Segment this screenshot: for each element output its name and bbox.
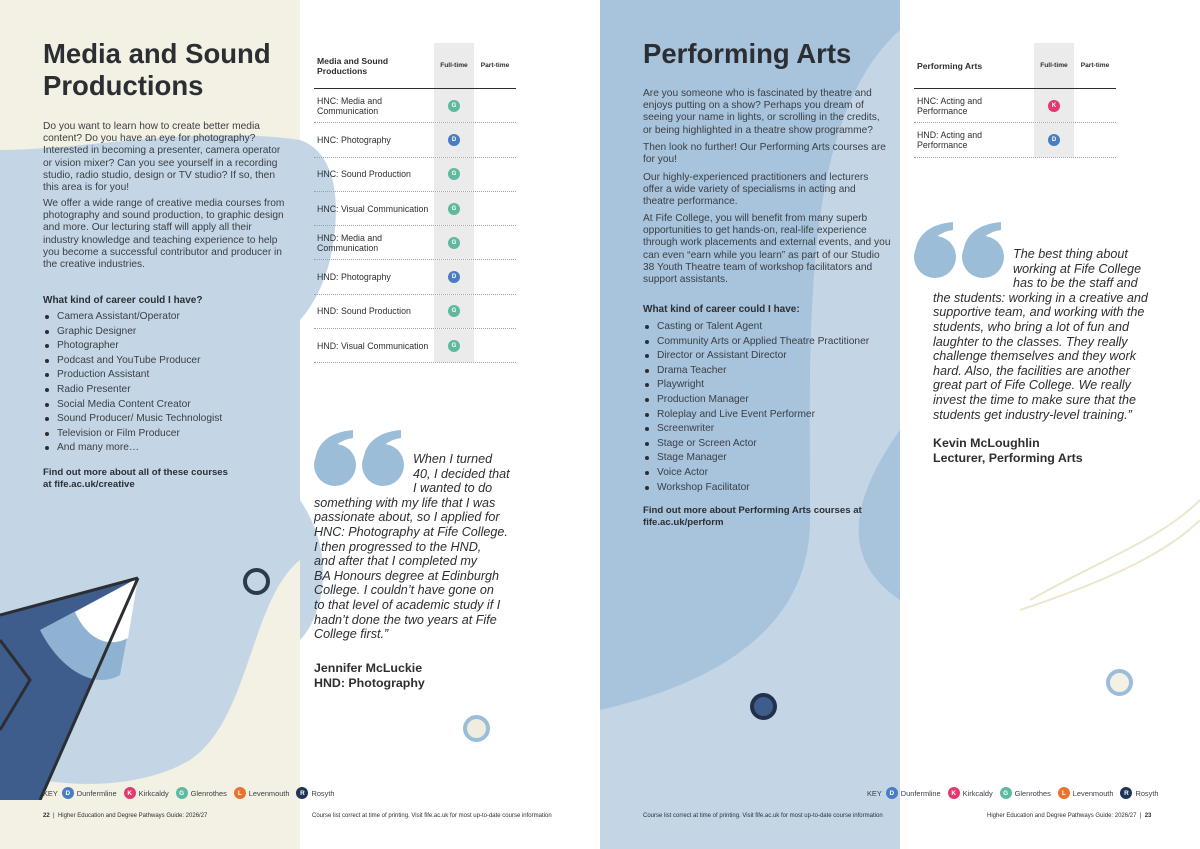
decorative-ring-navy <box>750 693 777 720</box>
quote-author-media <box>314 661 425 690</box>
intro-paragraph-1: Do you want to learn how to create better media content? Do you have an eye for photography? Interested in becoming a presenter, camera operator or vision mixer? Can you see yourself in a recording studio, radio studio, design or TV studio? If so, then this area is for you! <box>43 121 281 194</box>
quote-line: HNC: Photography at Fife College. <box>314 524 508 539</box>
decorative-ring-dark <box>243 568 270 595</box>
campus-name: Kirkcaldy <box>962 788 993 798</box>
course-name: HNC: Acting and Performance <box>917 95 983 116</box>
find-out-more-media <box>43 467 228 491</box>
campus-name: Rosyth <box>311 788 335 798</box>
title-line-1: Media and Sound <box>43 38 271 69</box>
quote-line: laughter to the classes. They really <box>933 334 1128 349</box>
intro-paragraph-4: At Fife College, you will benefit from many superb opportunities to get hands-on, real-life experience through work placements and external events, and you can even “earn while you learn” as part of our Studio 38 Youth Theatre team of workshop facilitators and support assistants. <box>643 213 891 286</box>
key-item <box>62 787 117 799</box>
campus-badge: G <box>448 168 460 180</box>
testimonial-quote-media <box>314 452 524 642</box>
campus-name: Glenrothes <box>190 788 227 798</box>
career-heading: What kind of career could I have? <box>43 295 203 306</box>
course-table-performing <box>914 43 1116 158</box>
course-name: HND: Photography <box>317 272 391 283</box>
key-label: KEY <box>43 788 58 798</box>
fulltime-cell <box>434 226 474 259</box>
campus-name: Glenrothes <box>1014 788 1051 798</box>
cursor-arrow-illustration <box>0 560 150 800</box>
quote-line: students get industry-level training.” <box>933 407 1132 422</box>
campus-badge: K <box>1048 100 1060 112</box>
table-row <box>914 123 1116 157</box>
author-role: Lecturer, Performing Arts <box>933 450 1083 465</box>
quote-line: hard. Also, the facilities are another <box>933 363 1130 378</box>
author-role: HND: Photography <box>314 675 425 690</box>
table-header-title: Media and Sound Productions <box>317 55 389 76</box>
quote-line: When I turned <box>413 452 493 466</box>
campus-badge: R <box>296 787 308 799</box>
table-row <box>314 260 516 294</box>
footer-separator: | <box>53 813 55 819</box>
quote-line: I wanted to do <box>413 481 493 496</box>
table-row <box>314 158 516 192</box>
quote-line: passionate about, so I applied for <box>314 510 500 525</box>
list-item: Drama Teacher <box>643 364 893 379</box>
key-item <box>886 787 941 799</box>
list-item: Director or Assistant Director <box>643 349 893 364</box>
campus-name: Levenmouth <box>248 788 290 798</box>
testimonial-quote-performing <box>933 247 1158 422</box>
table-header <box>314 43 516 89</box>
list-item: Community Arts or Applied Theatre Practitioner <box>643 335 893 350</box>
intro-paragraph-2: Then look no further! Our Performing Arts courses are for you! <box>643 142 886 166</box>
list-item: Graphic Designer <box>43 325 293 340</box>
campus-badge: D <box>62 787 74 799</box>
footer-right <box>987 813 1151 819</box>
quote-line: College first.” <box>314 627 389 642</box>
fulltime-header: Full-time <box>1034 43 1074 88</box>
find-out-more-performing <box>643 505 862 529</box>
quote-line: the students: working in a creative and <box>933 290 1148 305</box>
campus-badge: R <box>1120 787 1132 799</box>
list-item: Screenwriter <box>643 422 893 437</box>
list-item: Social Media Content Creator <box>43 398 293 413</box>
quote-line: invest the time to make sure that the <box>933 392 1137 407</box>
course-name: HND: Sound Production <box>317 306 411 317</box>
career-list-performing <box>643 320 893 495</box>
decorative-ring-light <box>463 715 490 742</box>
quote-line: I then progressed to the HND, <box>314 539 482 554</box>
list-item: Production Manager <box>643 393 893 408</box>
author-name: Kevin McLoughlin <box>933 436 1040 450</box>
intro-paragraph-1: Are you someone who is fascinated by theatre and enjoys putting on a show? Perhaps you dream of seeing your name in lights, or scrolling in the credits, or being highlighted in a theatre show programme? <box>643 88 880 136</box>
key-item <box>948 787 993 799</box>
list-item: Stage Manager <box>643 451 893 466</box>
quote-line: challenge themselves and they work <box>933 349 1137 364</box>
campus-badge: G <box>176 787 188 799</box>
key-item <box>296 787 334 799</box>
list-item: Roleplay and Live Event Performer <box>643 408 893 423</box>
fulltime-cell <box>434 260 474 293</box>
fulltime-cell <box>434 89 474 122</box>
course-table-media <box>314 43 516 363</box>
quote-line: working at Fife College <box>1013 261 1142 276</box>
campus-badge: G <box>448 100 460 112</box>
campus-name: Dunfermline <box>76 788 117 798</box>
career-list-media <box>43 310 293 456</box>
quote-line: BA Honours degree at Edinburgh <box>314 568 500 583</box>
campus-name: Kirkcaldy <box>138 788 169 798</box>
quote-line: hadn’t done the two years at Fife <box>314 612 497 627</box>
list-item: Playwright <box>643 378 893 393</box>
table-header-title: Performing Arts <box>917 60 983 71</box>
campus-badge: G <box>1000 787 1012 799</box>
footer-note-right: Course list correct at time of printing. Visit fife.ac.uk for most up-to-date course information <box>643 813 883 819</box>
list-item: Stage or Screen Actor <box>643 437 893 452</box>
campus-badge: D <box>448 134 460 146</box>
course-name: HND: Acting and Performance <box>917 129 983 150</box>
campus-name: Dunfermline <box>900 788 941 798</box>
course-name: HNC: Sound Production <box>317 169 411 180</box>
quote-line: The best thing about <box>1013 247 1128 261</box>
footer-guide-title: Higher Education and Degree Pathways Guide: 2026/27 <box>987 813 1137 819</box>
page-number: 22 <box>43 813 50 819</box>
key-label: KEY <box>867 788 882 798</box>
list-item: Casting or Talent Agent <box>643 320 893 335</box>
fulltime-cell <box>434 295 474 328</box>
course-name: HND: Media and Communication <box>317 232 383 253</box>
list-item: Radio Presenter <box>43 383 293 398</box>
fulltime-cell <box>434 123 474 156</box>
course-name: HNC: Visual Communication <box>317 203 429 214</box>
campus-badge: L <box>1058 787 1070 799</box>
campus-name: Rosyth <box>1135 788 1159 798</box>
campus-badge: G <box>448 340 460 352</box>
quote-author-performing <box>933 436 1083 465</box>
intro-paragraph-2: We offer a wide range of creative media courses from photography and sound production, to graphic design and more. Our lecturing staff will apply all their industry knowledge and teaching experience to help you become a successful contributor and producer in the creative industries. <box>43 198 285 271</box>
fulltime-cell <box>434 158 474 191</box>
list-item: Voice Actor <box>643 466 893 481</box>
table-row <box>914 89 1116 123</box>
fulltime-header: Full-time <box>434 43 474 88</box>
footer-note-left: Course list correct at time of printing. Visit fife.ac.uk for most up-to-date course information <box>312 813 552 819</box>
table-row <box>314 192 516 226</box>
course-name: HNC: Photography <box>317 134 391 145</box>
table-row <box>314 123 516 157</box>
key-item <box>234 787 290 799</box>
quote-line: to that level of academic study if I <box>314 597 501 612</box>
parttime-header: Part-time <box>480 62 510 69</box>
list-item: Television or Film Producer <box>43 427 293 442</box>
list-item: And many more… <box>43 441 293 456</box>
page-number: 23 <box>1144 813 1152 819</box>
footer-separator: | <box>1139 813 1142 819</box>
list-item: Sound Producer/ Music Technologist <box>43 412 293 427</box>
campus-key-left <box>43 787 342 799</box>
quote-line: supportive team, and working with the <box>933 305 1145 320</box>
list-item: Podcast and YouTube Producer <box>43 354 293 369</box>
fulltime-cell <box>1034 123 1074 156</box>
career-heading: What kind of career could I have: <box>643 304 800 315</box>
fulltime-cell <box>434 192 474 225</box>
page-title-performing-arts: Performing Arts <box>643 38 852 69</box>
decorative-ring-light-right <box>1106 669 1133 696</box>
footer-guide-title: Higher Education and Degree Pathways Guide: 2026/27 <box>57 813 208 819</box>
campus-badge: G <box>448 237 460 249</box>
fulltime-cell <box>434 329 474 362</box>
campus-badge: K <box>948 787 960 799</box>
find-out-line-1: Find out more about Performing Arts courses at <box>643 505 862 516</box>
quote-line: College. I couldn’t have gone on <box>314 583 494 598</box>
find-out-line-1: Find out more about all of these courses <box>43 467 228 478</box>
intro-paragraph-3: Our highly-experienced practitioners and lecturers offer a wide variety of specialisms in acting and theatre performance. <box>643 172 869 208</box>
campus-badge: D <box>448 271 460 283</box>
table-row <box>314 226 516 260</box>
footer-left <box>43 813 207 819</box>
list-item: Camera Assistant/Operator <box>43 310 293 325</box>
table-row <box>314 295 516 329</box>
campus-badge: K <box>124 787 136 799</box>
quote-line: students, who bring a lot of fun and <box>933 319 1130 334</box>
quote-line: great part of Fife College. We really <box>933 378 1131 393</box>
campus-badge: D <box>886 787 898 799</box>
quote-line: something with my life that I was <box>314 495 496 510</box>
list-item: Workshop Facilitator <box>643 481 893 496</box>
find-out-link[interactable]: at fife.ac.uk/creative <box>43 479 135 490</box>
list-item: Photographer <box>43 339 293 354</box>
campus-badge: L <box>234 787 246 799</box>
title-line-2: Productions <box>43 70 204 101</box>
quote-line: and after that I completed my <box>314 554 478 569</box>
table-header <box>914 43 1116 89</box>
campus-name: Levenmouth <box>1072 788 1114 798</box>
page-title-media <box>43 38 271 102</box>
campus-badge: G <box>448 203 460 215</box>
key-item <box>124 787 169 799</box>
key-item <box>1120 787 1158 799</box>
table-row <box>314 329 516 363</box>
table-row <box>314 89 516 123</box>
quote-line: 40, I decided that <box>413 466 510 481</box>
key-item <box>1000 787 1051 799</box>
key-item <box>176 787 227 799</box>
campus-badge: G <box>448 305 460 317</box>
author-name: Jennifer McLuckie <box>314 661 423 675</box>
campus-badge: D <box>1048 134 1060 146</box>
course-name: HND: Visual Communication <box>317 340 429 351</box>
campus-key-right <box>867 787 1166 799</box>
find-out-link[interactable]: fife.ac.uk/perform <box>643 517 724 528</box>
quote-line: has to be the staff and <box>1013 276 1138 291</box>
fulltime-cell <box>1034 89 1074 122</box>
list-item: Production Assistant <box>43 368 293 383</box>
parttime-header: Part-time <box>1080 62 1110 69</box>
course-name: HNC: Media and Communication <box>317 95 383 116</box>
key-item <box>1058 787 1114 799</box>
